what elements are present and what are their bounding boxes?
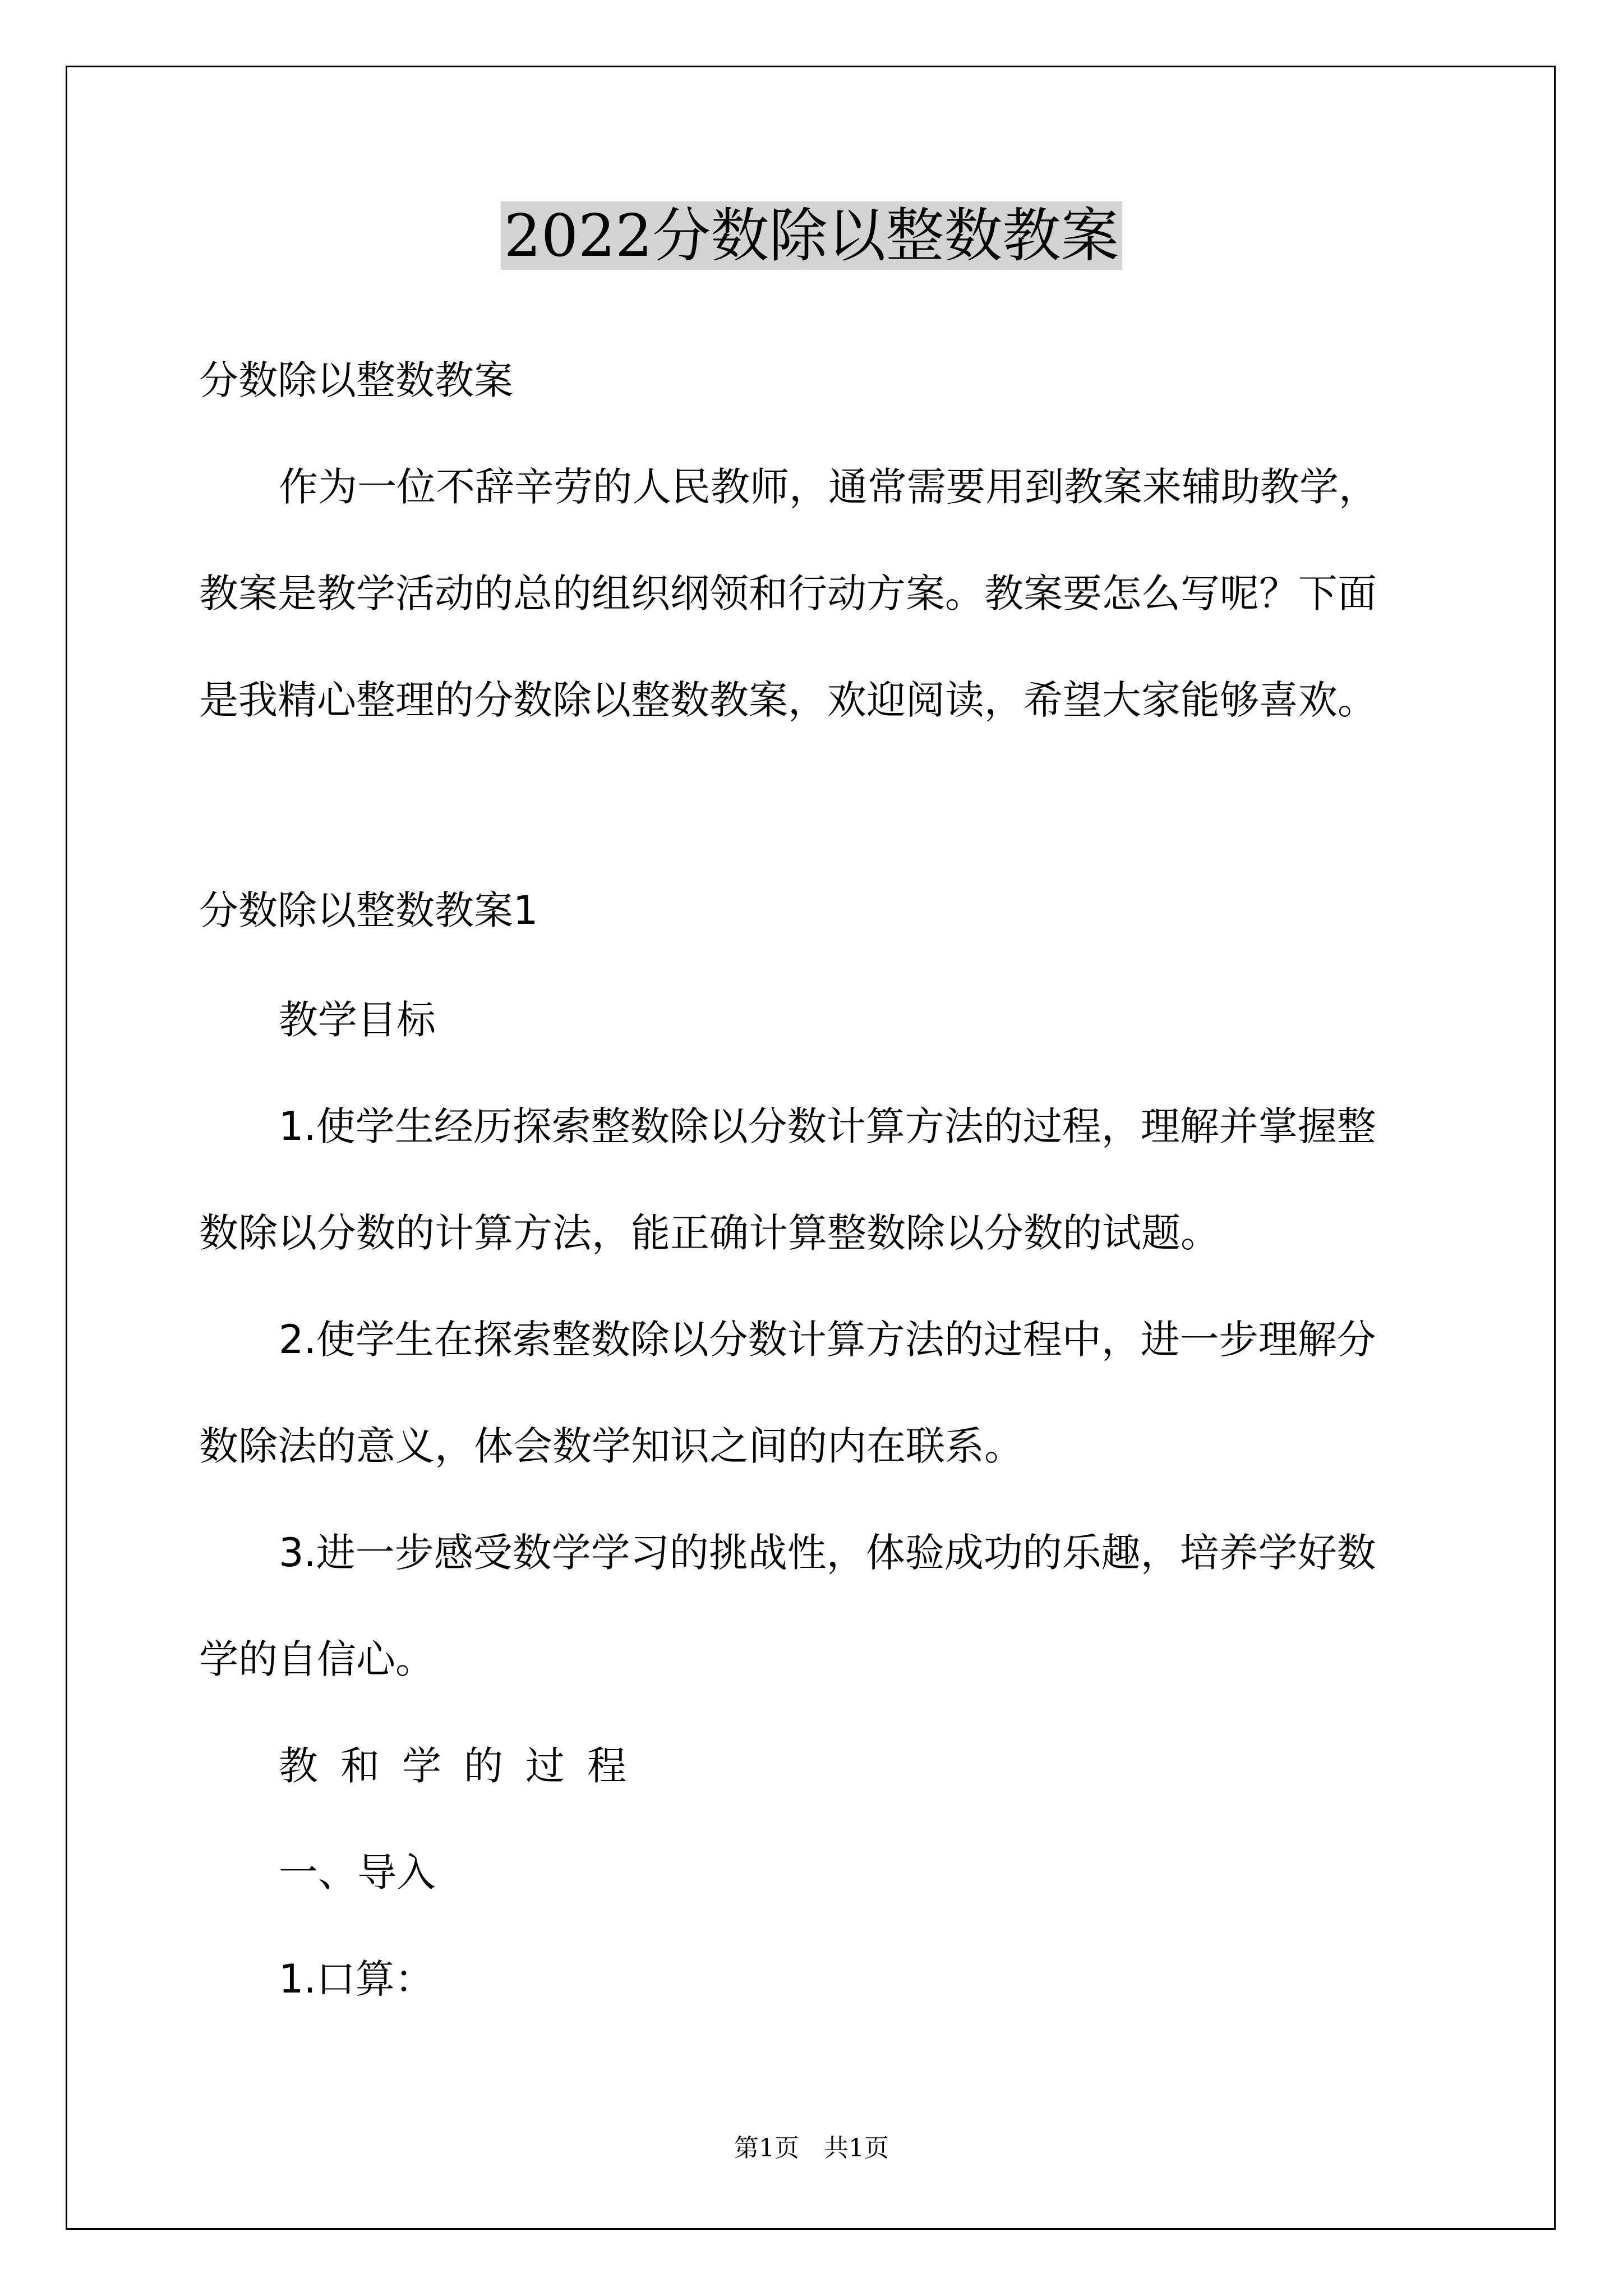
objective-2-line-2: 数除法的意义，体会数学知识之间的内在联系。 <box>199 1423 1023 1469</box>
objective-3-line-2: 学的自信心。 <box>199 1636 435 1682</box>
step-item: 1.口算： <box>279 1956 434 2002</box>
page-footer: 第1页 共1页 <box>734 2134 889 2162</box>
objective-1-line-2: 数除以分数的计算方法，能正确计算整数除以分数的试题。 <box>199 1210 1220 1256</box>
process-heading: 教和学的过程 <box>279 1743 649 1789</box>
step-heading: 一、导入 <box>279 1849 436 1895</box>
section-title: 分数除以整数教案1 <box>199 887 538 933</box>
objective-1-line-1: 1.使学生经历探索整数除以分数计算方法的过程，理解并掌握整 <box>279 1103 1376 1149</box>
intro-line-1: 作为一位不辞辛劳的人民教师，通常需要用到教案来辅助教学， <box>279 464 1378 510</box>
subtitle: 分数除以整数教案 <box>199 357 513 403</box>
intro-line-3: 是我精心整理的分数除以整数教案，欢迎阅读，希望大家能够喜欢。 <box>199 677 1377 723</box>
document-title <box>0 196 1623 275</box>
objective-3-line-1: 3.进一步感受数学学习的挑战性，体验成功的乐趣，培养学好数 <box>279 1530 1376 1576</box>
title-text: 2022分数除以整数教案 <box>501 201 1123 270</box>
objectives-heading: 教学目标 <box>279 997 436 1043</box>
objective-2-line-1: 2.使学生在探索整数除以分数计算方法的过程中，进一步理解分 <box>279 1317 1376 1363</box>
intro-line-2: 教案是教学活动的总的组织纲领和行动方案。教案要怎么写呢？下面 <box>199 570 1377 616</box>
